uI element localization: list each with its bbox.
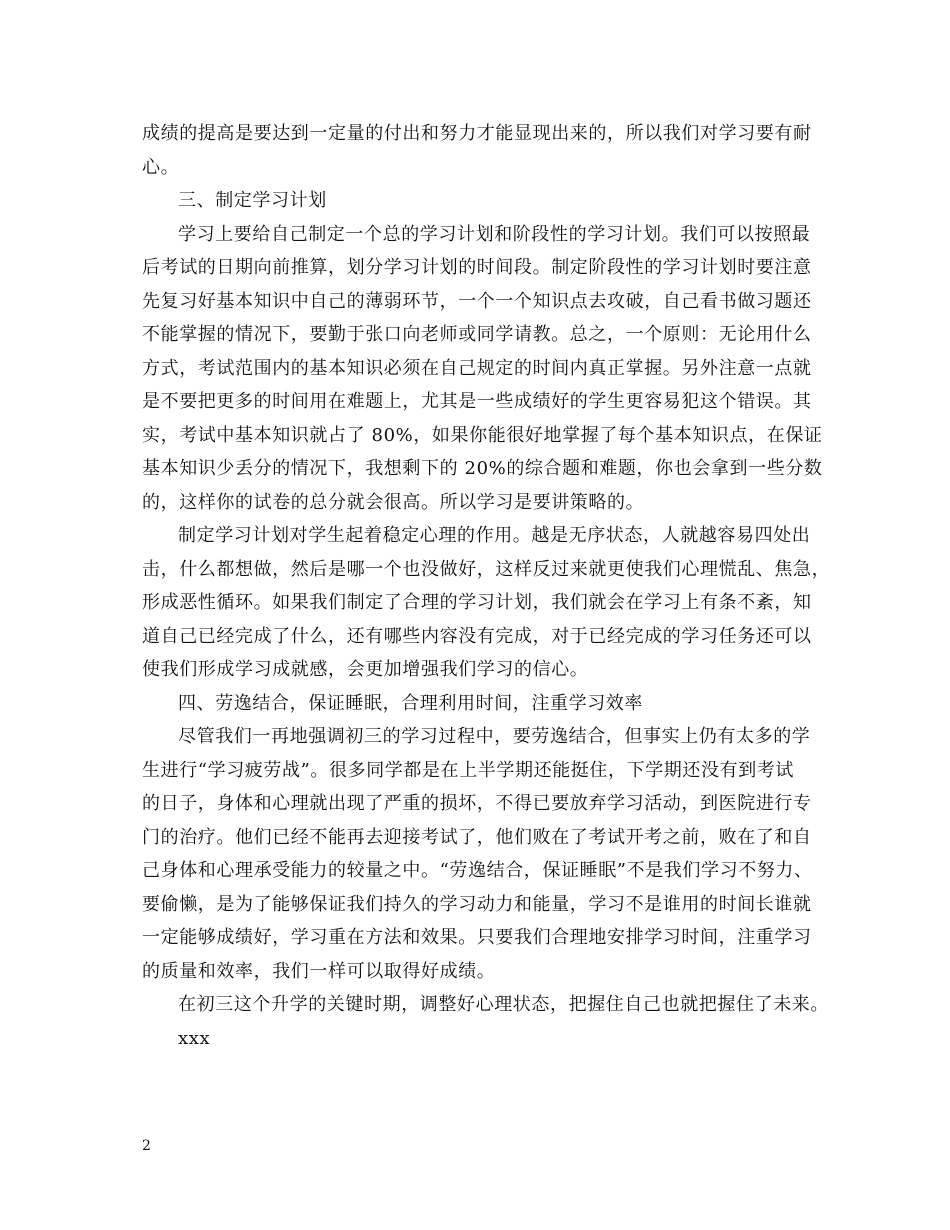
paragraph-conclusion [142,988,829,1022]
text-line: 制定学习计划对学生起着稳定心理的作用。越是无序状态，人就越容易四处出 [178,525,811,546]
paragraph-continued [142,117,822,184]
text-line: 生进行“学习疲劳战”。很多同学都是在上半学期还能挺住，下学期还没有到考试 [142,759,795,781]
text-line: 心。 [142,156,180,178]
text-line: 要偷懒，是为了能够保证我们持久的学习动力和能量，学习不是谁用的时间长谁就 [142,893,812,915]
section-heading-3 [142,184,822,218]
text-line: 基本知识少丢分的情况下，我想剩下的 20%的综合题和难题，你也会拿到一些分数 [142,458,823,479]
text-line: 己身体和心理承受能力的较量之中。“劳逸结合，保证睡眠”不是我们学习不努力、 [142,860,813,881]
text-line: 成绩的提高是要达到一定量的付出和努力才能显现出来的，所以我们对学习要有耐 [142,123,812,144]
text-line: 使我们形成学习成就感，会更加增强我们学习的信心。 [142,659,589,680]
paragraph-study-plan [142,218,822,520]
text-line: 在初三这个升学的关键时期，调整好心理状态，把握住自己也就把握住了未来。 [178,994,829,1015]
document-body [142,117,831,1055]
text-line: 方式，考试范围内的基本知识必须在自己规定的时间内真正掌握。另外注意一点就 [142,357,812,379]
text-line: 门的治疗。他们已经不能再去迎接考试了，他们败在了考试开考之前，败在了和自 [142,826,812,848]
text-line: 形成恶性循环。如果我们制定了合理的学习计划，我们就会在学习上有条不紊，知 [142,592,812,613]
signature [142,1022,822,1056]
paragraph-plan-effect [142,519,831,687]
heading-text: 三、制定学习计划 [178,190,327,211]
text-line: 学习上要给自己制定一个总的学习计划和阶段性的学习计划。我们可以按照最 [178,223,811,245]
text-line: 先复习好基本知识中自己的薄弱环节，一个一个知识点去攻破，自己看书做习题还 [142,290,812,312]
text-line: 的，这样你的试卷的总分就会很高。所以学习是要讲策略的。 [142,491,645,513]
heading-text: 四、劳逸结合，保证睡眠，合理利用时间，注重学习效率 [178,692,643,714]
text-line: 尽管我们一再地强调初三的学习过程中，要劳逸结合，但事实上仍有太多的学 [178,726,811,747]
text-line: 是不要把更多的时间用在难题上，尤其是一些成绩好的学生更容易犯这个错误。其 [142,391,812,412]
text-line: 的日子，身体和心理就出现了严重的损坏，不得已要放弃学习活动，到医院进行专 [142,793,812,814]
signature-text: xxx [178,1027,211,1049]
paragraph-rest-balance [142,720,822,988]
text-line: 一定能够成绩好，学习重在方法和效果。只要我们合理地安排学习时间，注重学习 [142,927,812,948]
page-number: 2 [142,1138,151,1154]
text-line: 击，什么都想做，然后是哪一个也没做好，这样反过来就更使我们心理慌乱、焦急， [142,558,831,580]
text-line: 后考试的日期向前推算，划分学习计划的时间段。制定阶段性的学习计划时要注意 [142,257,812,278]
text-line: 实，考试中基本知识就占了 80%，如果你能很好地掌握了每个基本知识点，在保证 [142,424,823,446]
text-line: 不能掌握的情况下，要勤于张口向老师或同学请教。总之，一个原则：无论用什么 [142,324,812,345]
section-heading-4 [142,687,822,721]
text-line: 的质量和效率，我们一样可以取得好成绩。 [142,960,496,982]
text-line: 道自己已经完成了什么，还有哪些内容没有完成，对于已经完成的学习任务还可以 [142,625,812,647]
